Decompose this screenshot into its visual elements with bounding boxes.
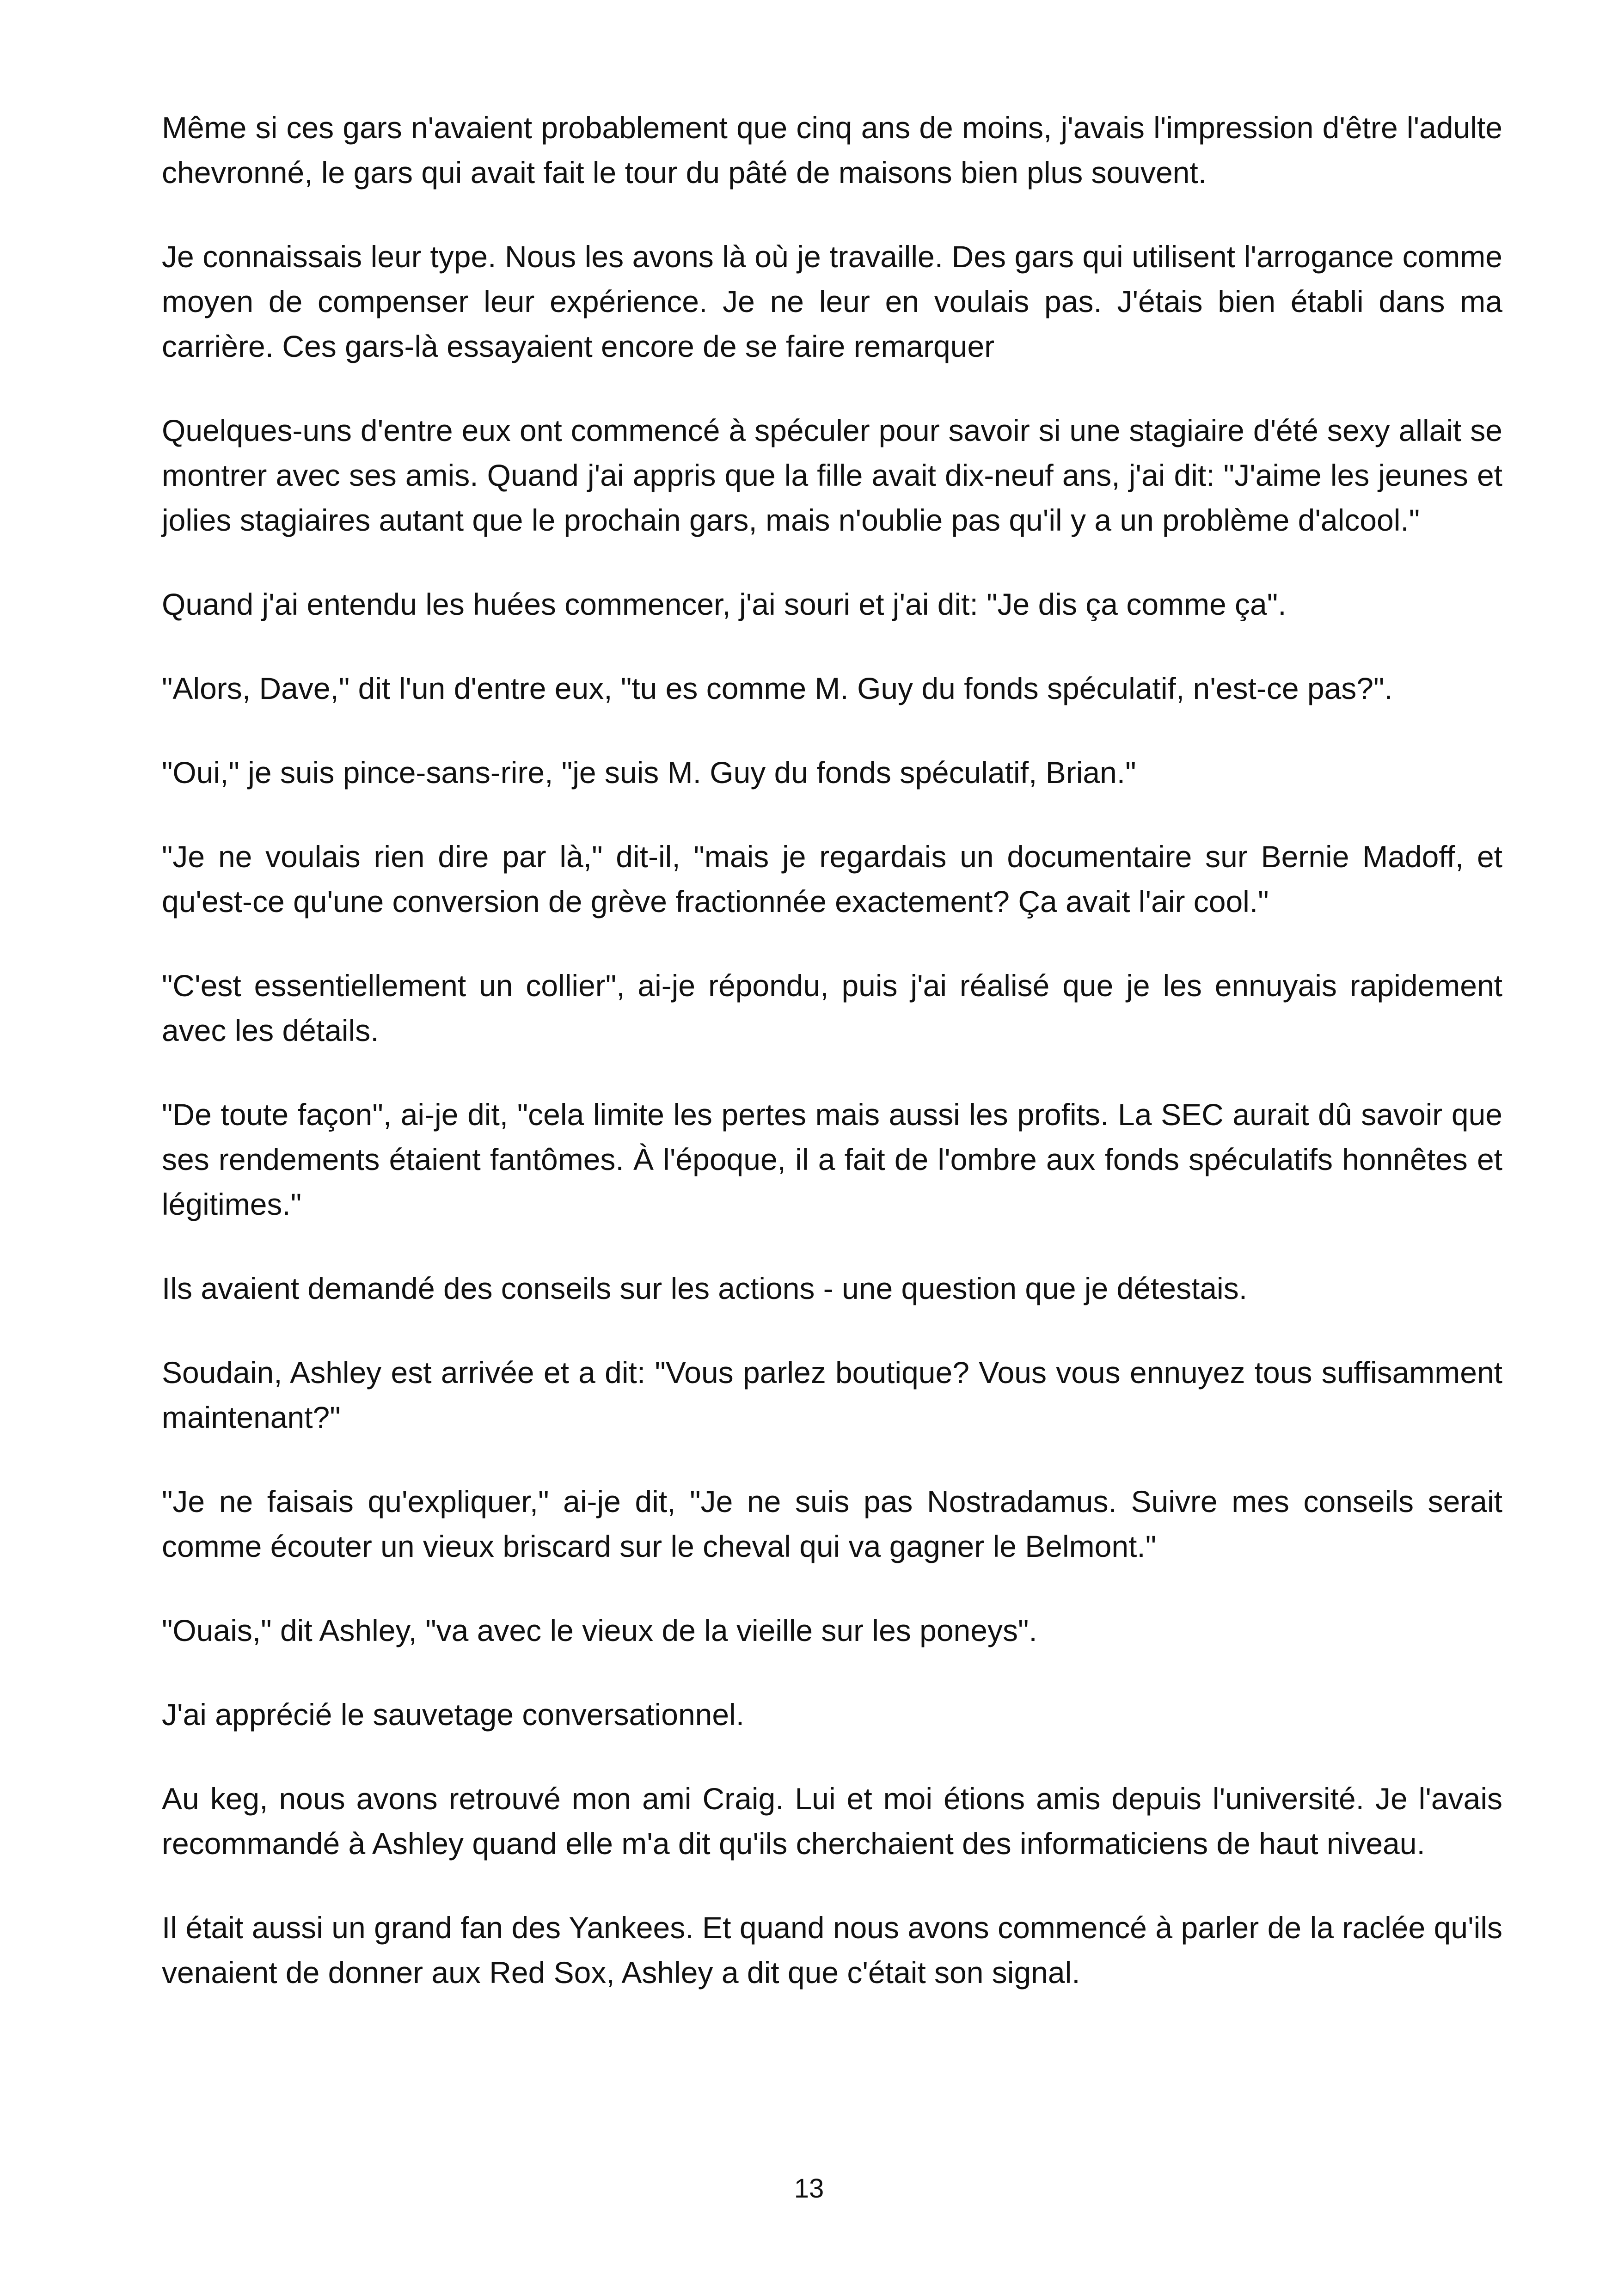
paragraph: "Je ne voulais rien dire par là," dit-il, "mais je regardais un documentaire sur Bernie Madoff, et qu'est-ce qu'une conversion de grève fractionnée exactement? Ça avait l'air cool." — [162, 839, 1502, 918]
paragraph: Au keg, nous avons retrouvé mon ami Craig. Lui et moi étions amis depuis l'université. Je l'avais recommandé à Ashley quand elle m'a dit qu'ils cherchaient des informaticiens de haut niveau. — [162, 1782, 1502, 1861]
body-text — [162, 105, 1502, 2034]
paragraph: Quelques-uns d'entre eux ont commencé à spéculer pour savoir si une stagiaire d'été sexy allait se montrer avec ses amis. Quand j'ai appris que la fille avait dix-neuf ans, j'ai dit: "J'aime les jeunes et jolies stagiaires autant que le prochain gars, mais n'oublie pas qu'il y a un problème d'alcool." — [162, 413, 1502, 537]
paragraph: Soudain, Ashley est arrivée et a dit: "Vous parlez boutique? Vous vous ennuyez tous suffisamment maintenant?" — [162, 1355, 1502, 1434]
paragraph: "Alors, Dave," dit l'un d'entre eux, "tu es comme M. Guy du fonds spéculatif, n'est-ce pas?". — [162, 671, 1393, 705]
paragraph: "C'est essentiellement un collier", ai-je répondu, puis j'ai réalisé que je les ennuyais rapidement avec les détails. — [162, 968, 1502, 1047]
paragraph: "Ouais," dit Ashley, "va avec le vieux de la vieille sur les poneys". — [162, 1613, 1037, 1647]
paragraph: Quand j'ai entendu les huées commencer, j'ai souri et j'ai dit: "Je dis ça comme ça". — [162, 587, 1287, 621]
paragraph: "Je ne faisais qu'expliquer," ai-je dit, "Je ne suis pas Nostradamus. Suivre mes conseils serait comme écouter un vieux briscard sur le cheval qui va gagner le Belmont." — [162, 1484, 1502, 1563]
paragraph: "Oui," je suis pince-sans-rire, "je suis M. Guy du fonds spéculatif, Brian." — [162, 755, 1136, 790]
paragraph: "De toute façon", ai-je dit, "cela limite les pertes mais aussi les profits. La SEC aurait dû savoir que ses rendements étaient fantômes. À l'époque, il a fait de l'ombre aux fonds spéculatifs honnêtes et légitimes." — [162, 1097, 1502, 1221]
paragraph: Je connaissais leur type. Nous les avons là où je travaille. Des gars qui utilisent l'arrogance comme moyen de compenser leur expérience. Je ne leur en voulais pas. J'étais bien établi dans ma carrière. Ces gars-là essayaient encore de se faire remarquer — [162, 239, 1502, 363]
paragraph: J'ai apprécié le sauvetage conversationnel. — [162, 1697, 745, 1732]
paragraph: Il était aussi un grand fan des Yankees. Et quand nous avons commencé à parler de la raclée qu'ils venaient de donner aux Red Sox, Ashley a dit que c'était son signal. — [162, 1910, 1502, 1990]
paragraph: Même si ces gars n'avaient probablement que cinq ans de moins, j'avais l'impression d'être l'adulte chevronné, le gars qui avait fait le tour du pâté de maisons bien plus souvent. — [162, 110, 1502, 190]
paragraph: Ils avaient demandé des conseils sur les actions - une question que je détestais. — [162, 1271, 1248, 1305]
page-number: 13 — [794, 2174, 824, 2204]
